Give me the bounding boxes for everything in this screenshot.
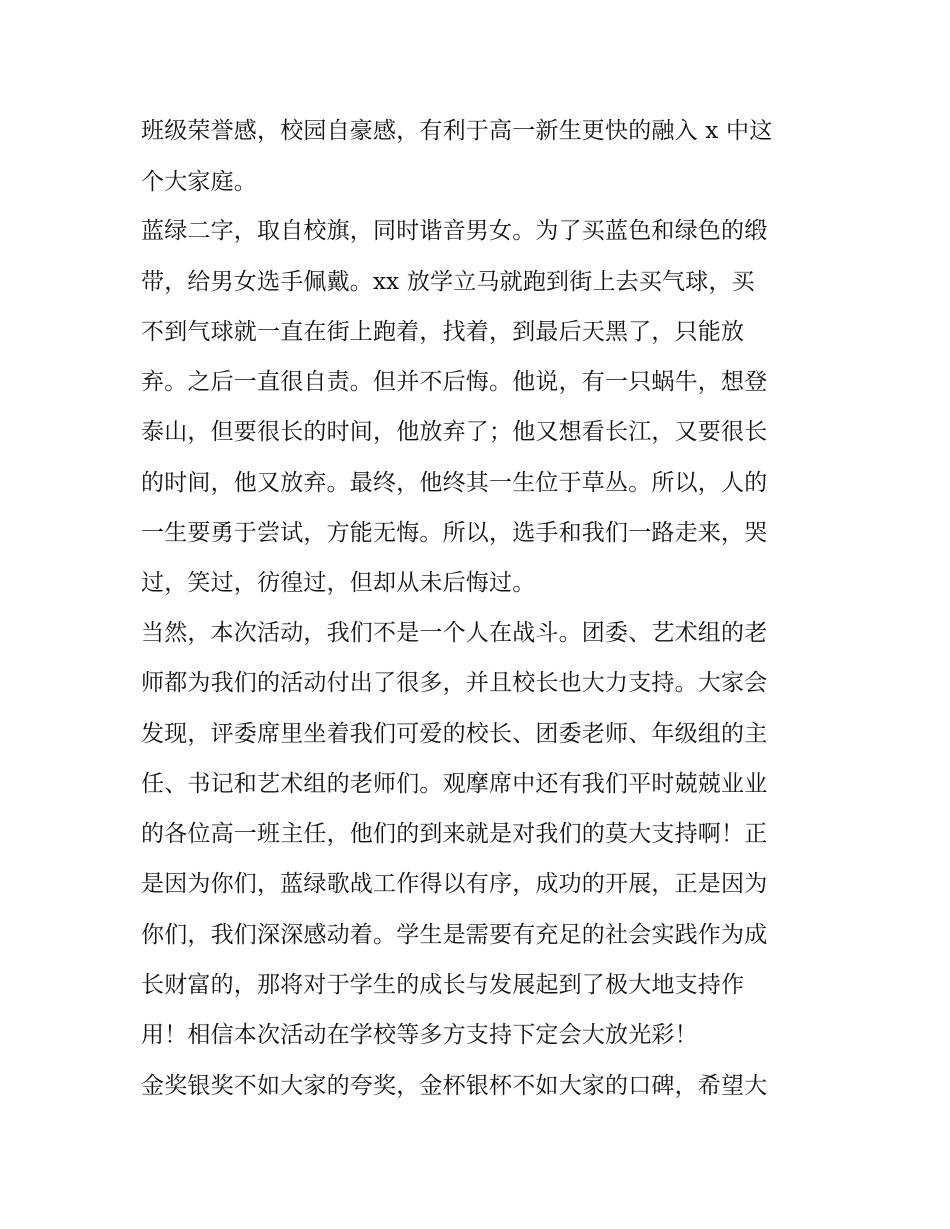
text-line: 过，笑过，彷徨过，但却从未后悔过。 bbox=[141, 570, 536, 596]
text-line: 的时间，他又放弃。最终，他终其一生位于草丛。所以，人的 bbox=[141, 470, 768, 496]
text-line: 弃。之后一直很自责。但并不后悔。他说，有一只蜗牛，想登 bbox=[141, 369, 768, 395]
text-line: 个大家庭。 bbox=[141, 169, 257, 195]
text-line: 班级荣誉感，校园自豪感，有利于高一新生更快的融入 x 中这 bbox=[141, 118, 773, 144]
text-line: 金奖银奖不如大家的夸奖，金杯银杯不如大家的口碑，希望大 bbox=[141, 1073, 768, 1099]
text-line: 长财富的，那将对于学生的成长与发展起到了极大地支持作 bbox=[141, 972, 745, 998]
text-line: 用！相信本次活动在学校等多方支持下定会大放光彩！ bbox=[141, 1022, 698, 1048]
text-line: 师都为我们的活动付出了很多，并且校长也大力支持。大家会 bbox=[141, 670, 768, 696]
text-line: 不到气球就一直在街上跑着，找着，到最后天黑了，只能放 bbox=[141, 319, 745, 345]
text-line: 发现，评委席里坐着我们可爱的校长、团委老师、年级组的主 bbox=[141, 721, 768, 747]
text-line: 当然，本次活动，我们不是一个人在战斗。团委、艺术组的老 bbox=[141, 620, 768, 646]
text-line: 一生要勇于尝试，方能无悔。所以，选手和我们一路走来，哭 bbox=[141, 520, 768, 546]
text-line: 带，给男女选手佩戴。xx 放学立马就跑到街上去买气球，买 bbox=[141, 269, 755, 295]
text-line: 泰山，但要很长的时间，他放弃了；他又想看长江，又要很长 bbox=[141, 419, 768, 445]
text-line: 是因为你们，蓝绿歌战工作得以有序，成功的开展，正是因为 bbox=[141, 871, 768, 897]
text-line: 任、书记和艺术组的老师们。观摩席中还有我们平时兢兢业业 bbox=[141, 771, 768, 797]
text-line: 蓝绿二字，取自校旗，同时谐音男女。为了买蓝色和绿色的缎 bbox=[141, 218, 768, 244]
text-line: 你们，我们深深感动着。学生是需要有充足的社会实践作为成 bbox=[141, 922, 768, 948]
text-line: 的各位高一班主任，他们的到来就是对我们的莫大支持啊！正 bbox=[141, 821, 768, 847]
